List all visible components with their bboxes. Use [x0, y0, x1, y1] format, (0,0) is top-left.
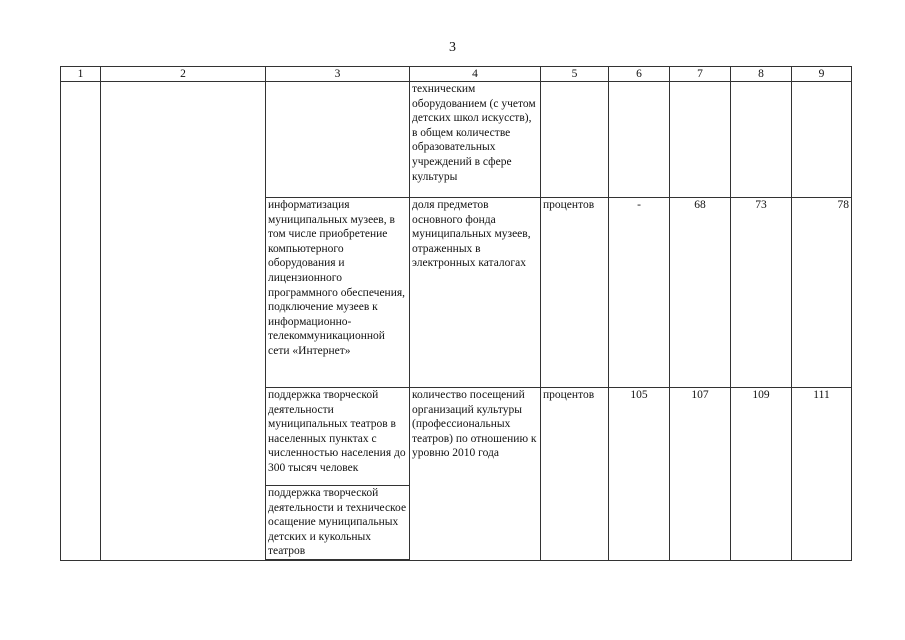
cell-value-7	[670, 82, 731, 198]
cell-indicator: количество посещений организаций культуры (профессиональных театров) по отношению к уровню 2010 года	[410, 388, 541, 561]
cell-event	[266, 82, 410, 198]
page-number: 3	[449, 40, 456, 55]
cell-event: информатизация муниципальных музеев, в том числе приобретение компьютерного оборудования и лицензионного программного обеспечения, подключение музеев к информационно-телекоммуникационной сети «Интернет»	[266, 198, 410, 388]
header-col-2: 2	[101, 67, 266, 82]
indicators-table	[60, 66, 852, 561]
table-row	[61, 82, 852, 198]
cell-unit: процентов	[541, 198, 609, 388]
cell-value-9	[792, 82, 852, 198]
cell-spacer	[266, 560, 410, 561]
cell-unit	[541, 82, 609, 198]
cell-col-2	[101, 82, 266, 561]
cell-value-6: 105	[609, 388, 670, 561]
header-col-5: 5	[541, 67, 609, 82]
cell-indicator: техническим оборудованием (с учетом детских школ искусств), в общем количестве образовательных учреждений в сфере культуры	[410, 82, 541, 198]
header-col-8: 8	[731, 67, 792, 82]
cell-value-8: 109	[731, 388, 792, 561]
cell-col-1	[61, 82, 101, 561]
header-col-4: 4	[410, 67, 541, 82]
header-col-3: 3	[266, 67, 410, 82]
cell-value-8: 73	[731, 198, 792, 388]
cell-value-9: 78	[792, 198, 852, 388]
header-col-7: 7	[670, 67, 731, 82]
cell-value-8	[731, 82, 792, 198]
header-col-6: 6	[609, 67, 670, 82]
cell-event: поддержка творческой деятельности муниципальных театров в населенных пунктах с численностью населения до 300 тысяч человек	[266, 388, 410, 486]
cell-event: поддержка творческой деятельности и техническое осащение муниципальных детских и кукольных театров	[266, 486, 410, 560]
header-col-9: 9	[792, 67, 852, 82]
cell-value-7: 107	[670, 388, 731, 561]
cell-value-9: 111	[792, 388, 852, 561]
header-col-1: 1	[61, 67, 101, 82]
cell-indicator: доля предметов основного фонда муниципальных музеев, отраженных в электронных каталогах	[410, 198, 541, 388]
header-row	[61, 67, 852, 82]
cell-value-6: -	[609, 198, 670, 388]
cell-unit: процентов	[541, 388, 609, 561]
cell-value-7: 68	[670, 198, 731, 388]
cell-value-6	[609, 82, 670, 198]
